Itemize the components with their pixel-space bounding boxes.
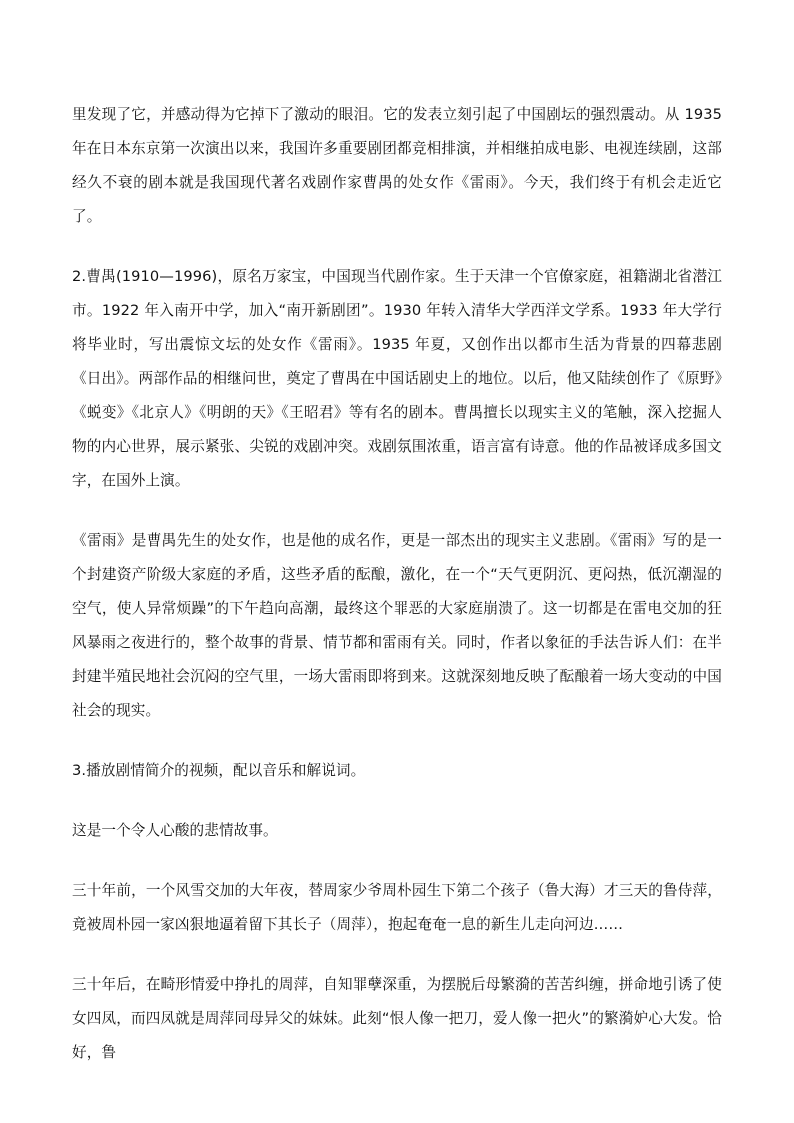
paragraph-author-bio: 2.曹禺(1910—1996)，原名万家宝，中国现当代剧作家。生于天津一个官僚家庭，祖籍湖北省潜江市。1922 年入南开中学，加入“南开新剧团”。1930 年转入清华大学西洋文学系。1933 年大学行将毕业时，写出震惊文坛的处女作《雷雨》。1935 年夏，又创作出以都市生活为背景的四幕悲剧《日出》。两部作品的相继问世，奠定了曹禺在中国话剧史上的地位。以后，他又陆续创作了《原野》《蜕变》《北京人》《明朗的天》《王昭君》等有名的剧本。曹禺擅长以现实主义的笔触，深入挖掘人物的内心世界，展示紧张、尖锐的戏剧冲突。戏剧氛围浓重，语言富有诗意。他的作品被译成多国文字，在国外上演。 <box>72 268 722 489</box>
paragraph-thirty-years-ago: 三十年前，一个风雪交加的大年夜，替周家少爷周朴园生下第二个孩子（鲁大海）才三天的鲁侍萍，竟被周朴园一家凶狠地逼着留下其长子（周萍），抱起奄奄一息的新生儿走向河边…… <box>72 882 722 933</box>
paragraph-story-intro: 这是一个令人心酸的悲情故事。 <box>72 822 278 839</box>
paragraph-video-step: 3.播放剧情简介的视频，配以音乐和解说词。 <box>72 762 366 779</box>
paragraph-thirty-years-later: 三十年后，在畸形情爱中挣扎的周萍，自知罪孽深重，为摆脱后母繁漪的苦苦纠缠，拼命地引诱了使女四凤，而四凤就是周萍同母异父的妹妹。此刻“恨人像一把刀，爱人像一把火”的繁漪妒心大发。恰好，鲁 <box>72 976 722 1061</box>
document-page <box>72 98 722 1096</box>
paragraph-intro-continued: 里发现了它，并感动得为它掉下了激动的眼泪。它的发表立刻引起了中国剧坛的强烈震动。从 1935 年在日本东京第一次演出以来，我国许多重要剧团都竞相排演，并相继拍成电影、电视连续剧，这部经久不衰的剧本就是我国现代著名戏剧作家曹禺的处女作《雷雨》。今天，我们终于有机会走近它了。 <box>72 106 722 225</box>
paragraph-leiyu-overview: 《雷雨》是曹禺先生的处女作，也是他的成名作，更是一部杰出的现实主义悲剧。《雷雨》写的是一个封建资产阶级大家庭的矛盾，这些矛盾的酝酿，激化，在一个“天气更阴沉、更闷热，低沉潮湿的空气，使人异常烦躁”的下午趋向高潮，最终这个罪恶的大家庭崩溃了。这一切都是在雷电交加的狂风暴雨之夜进行的，整个故事的背景、情节都和雷雨有关。同时，作者以象征的手法告诉人们：在半封建半殖民地社会沉闷的空气里，一场大雷雨即将到来。这就深刻地反映了酝酿着一场大变动的中国社会的现实。 <box>72 532 722 719</box>
